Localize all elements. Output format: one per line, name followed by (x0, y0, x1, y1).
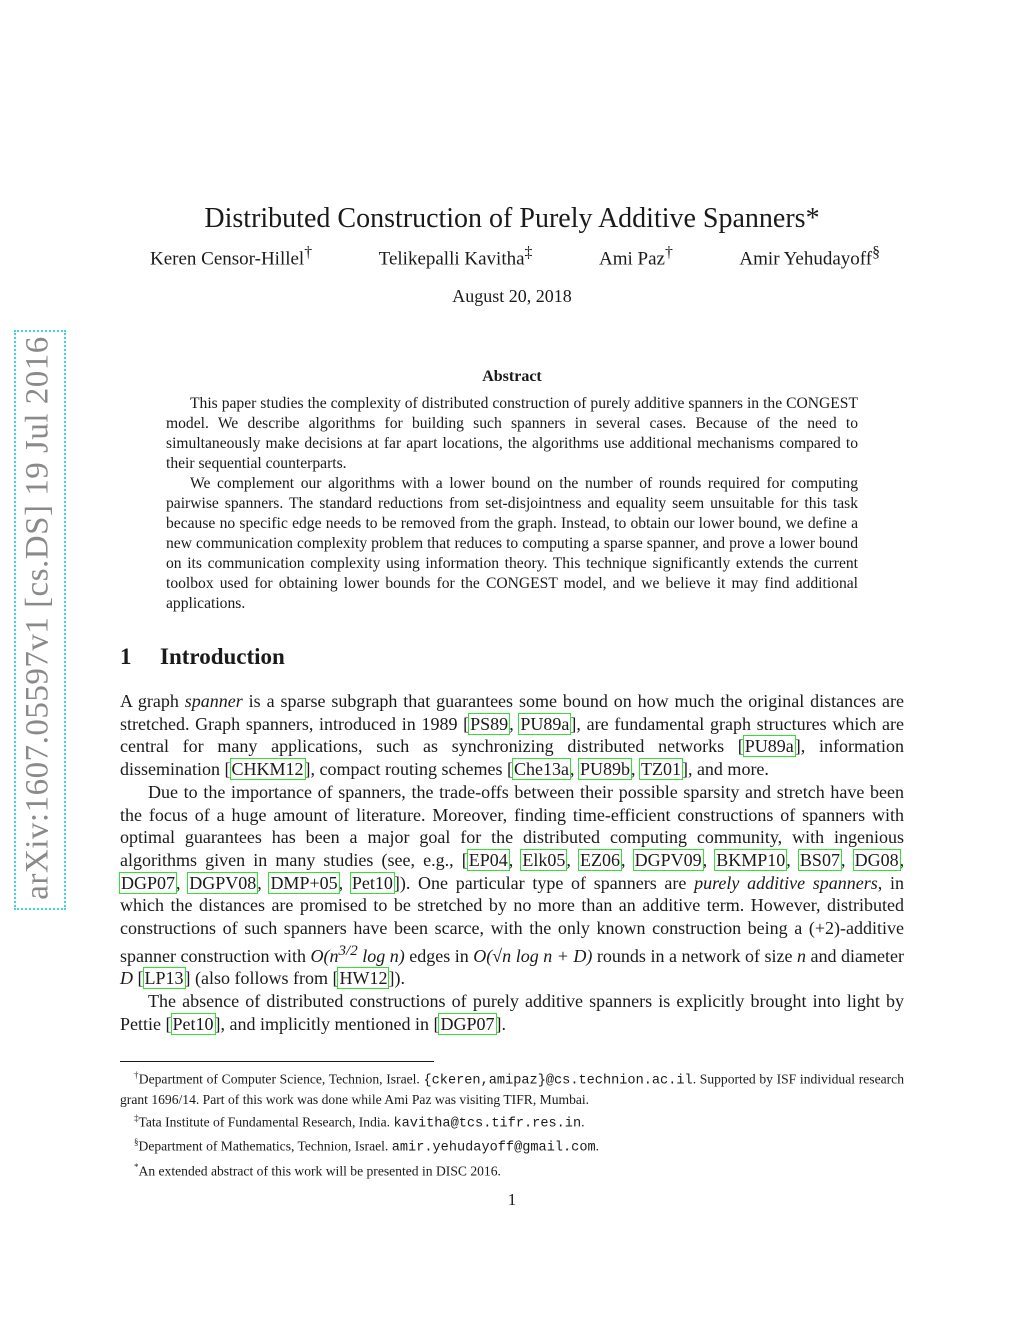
author-list (150, 244, 880, 270)
citation-link[interactable]: DGPV09 (634, 849, 702, 870)
citation-link[interactable]: PU89b (579, 759, 630, 780)
abstract-heading: Abstract (482, 368, 542, 385)
email-address: kavitha@tcs.tifr.res.in (393, 1116, 582, 1132)
citation-link[interactable]: TZ01 (640, 759, 681, 780)
citation-link[interactable]: PS89 (470, 713, 509, 734)
arxiv-stamp (14, 330, 66, 910)
footnote: †Department of Computer Science, Technion, Israel. {ckeren,amipaz}@cs.technion.ac.il. Supported by ISF individual research grant 1696/14. Part of this work was done while Ami Paz was visiting TIFR, Mumbai. (120, 1070, 904, 1107)
citation-link[interactable]: BS07 (799, 849, 840, 870)
body-paragraph: Due to the importance of spanners, the trade-offs between their possible sparsity and stretch have been the focus of a huge amount of literature. Moreover, finding time-efficient constructions of spanners with optimal guarantees has been a major goal for the distributed computing community, with ingenious algorithms given in many studies (see, e.g., [EP04, Elk05, EZ06, DGPV09, BKMP10, BS07, DG08, DGP07, DGPV08, DMP+05, Pet10]). One particular type of spanners are purely additive spanners, in which the distances are promised to be stretched by no more than an additive term. However, distributed constructions of such spanners have been scarce, with the only known construction being a (+2)-additive spanner construction with $O(n^{3/2}$ log n) edges in O(√n log n + D) rounds in a network of size n and diameter D [LP13] (also follows from [HW12]). (120, 781, 905, 989)
citation-link[interactable]: CHKM12 (231, 759, 304, 780)
abstract-paragraph: We complement our algorithms with a lower bound on the number of rounds required for computing pairwise spanners. The standard reductions from set-disjointness and equality seem unsuitable for this task because no specific edge needs to be removed from the graph. Instead, to obtain our lower bound, we define a new communication complexity problem that reduces to computing a sparse spanner, and prove a lower bound on its communication complexity using information theory. This technique significantly extends the current toolbox used for obtaining lower bounds for the CONGEST model, and we believe it may find additional applications. (166, 475, 858, 612)
citation-link[interactable]: DGP07 (440, 1013, 495, 1034)
email-address: amir.yehudayoff@gmail.com (391, 1140, 596, 1156)
footnote: §Department of Mathematics, Technion, Israel. amir.yehudayoff@gmail.com. (134, 1137, 600, 1156)
body-paragraph: A graph spanner is a sparse subgraph that guarantees some bound on how much the original distances are stretched. Graph spanners, introduced in 1989 [PS89, PU89a], are fundamental graph structures which are central for many applications, such as synchronizing distributed networks [PU89a], information dissemination [CHKM12], compact routing schemes [Che13a, PU89b, TZ01], and more. (120, 691, 905, 780)
author: Keren Censor-Hillel† (150, 244, 313, 270)
footnote: *An extended abstract of this work will be presented in DISC 2016. (134, 1161, 501, 1179)
citation-link[interactable]: HW12 (339, 968, 388, 989)
citation-link[interactable]: EZ06 (580, 849, 620, 870)
arxiv-identifier[interactable]: arXiv:1607.05597v1 [cs.DS] 19 Jul 2016 (19, 336, 56, 900)
section-number: 1 (120, 644, 132, 669)
section-title: Introduction (160, 644, 285, 669)
author: Telikepalli Kavitha‡ (378, 244, 533, 270)
citation-link[interactable]: DGPV08 (189, 872, 257, 893)
paper-title: Distributed Construction of Purely Additive Spanners* (204, 202, 820, 234)
citation-link[interactable]: Pet10 (351, 872, 393, 893)
author: Amir Yehudayoff§ (739, 244, 880, 270)
math-expression: O(√n log n + D) (473, 945, 593, 966)
abstract (166, 394, 858, 614)
math-expression: $O(n^{3/2}$ log n) (310, 942, 405, 966)
citation-link[interactable]: PU89a (744, 736, 794, 757)
citation-link[interactable]: DGP07 (121, 872, 176, 893)
citation-link[interactable]: Che13a (513, 759, 569, 780)
citation-link[interactable]: LP13 (144, 968, 184, 989)
citation-link[interactable]: DMP+05 (270, 872, 338, 893)
email-address: {ckeren,amipaz}@cs.technion.ac.il (423, 1073, 693, 1089)
citation-link[interactable]: BKMP10 (716, 849, 786, 870)
abstract-paragraph: This paper studies the complexity of distributed construction of purely additive spanners in the CONGEST model. We describe algorithms for building such spanners in several cases. Because of the need to simultaneously make decisions at far apart locations, the algorithms use additional mechanisms compared to their sequential counterparts. (166, 395, 858, 472)
citation-link[interactable]: DG08 (854, 849, 899, 870)
footnote-rule (120, 1061, 434, 1062)
footnotes (120, 1066, 904, 1180)
citation-link[interactable]: Elk05 (522, 849, 566, 870)
body-paragraph: The absence of distributed constructions of purely additive spanners is explicitly brought into light by Pettie [Pet10], and implicitly mentioned in [DGP07]. (120, 991, 904, 1034)
citation-link[interactable]: PU89a (520, 713, 570, 734)
author: Ami Paz† (599, 244, 673, 270)
section-body (120, 690, 904, 1036)
page-number: 1 (507, 1190, 517, 1209)
footnote: ‡Tata Institute of Fundamental Research, India. kavitha@tcs.tifr.res.in. (134, 1112, 585, 1132)
section-heading (120, 644, 285, 670)
citation-link[interactable]: EP04 (468, 849, 508, 870)
citation-link[interactable]: Pet10 (172, 1013, 214, 1034)
paper-date: August 20, 2018 (452, 286, 572, 306)
